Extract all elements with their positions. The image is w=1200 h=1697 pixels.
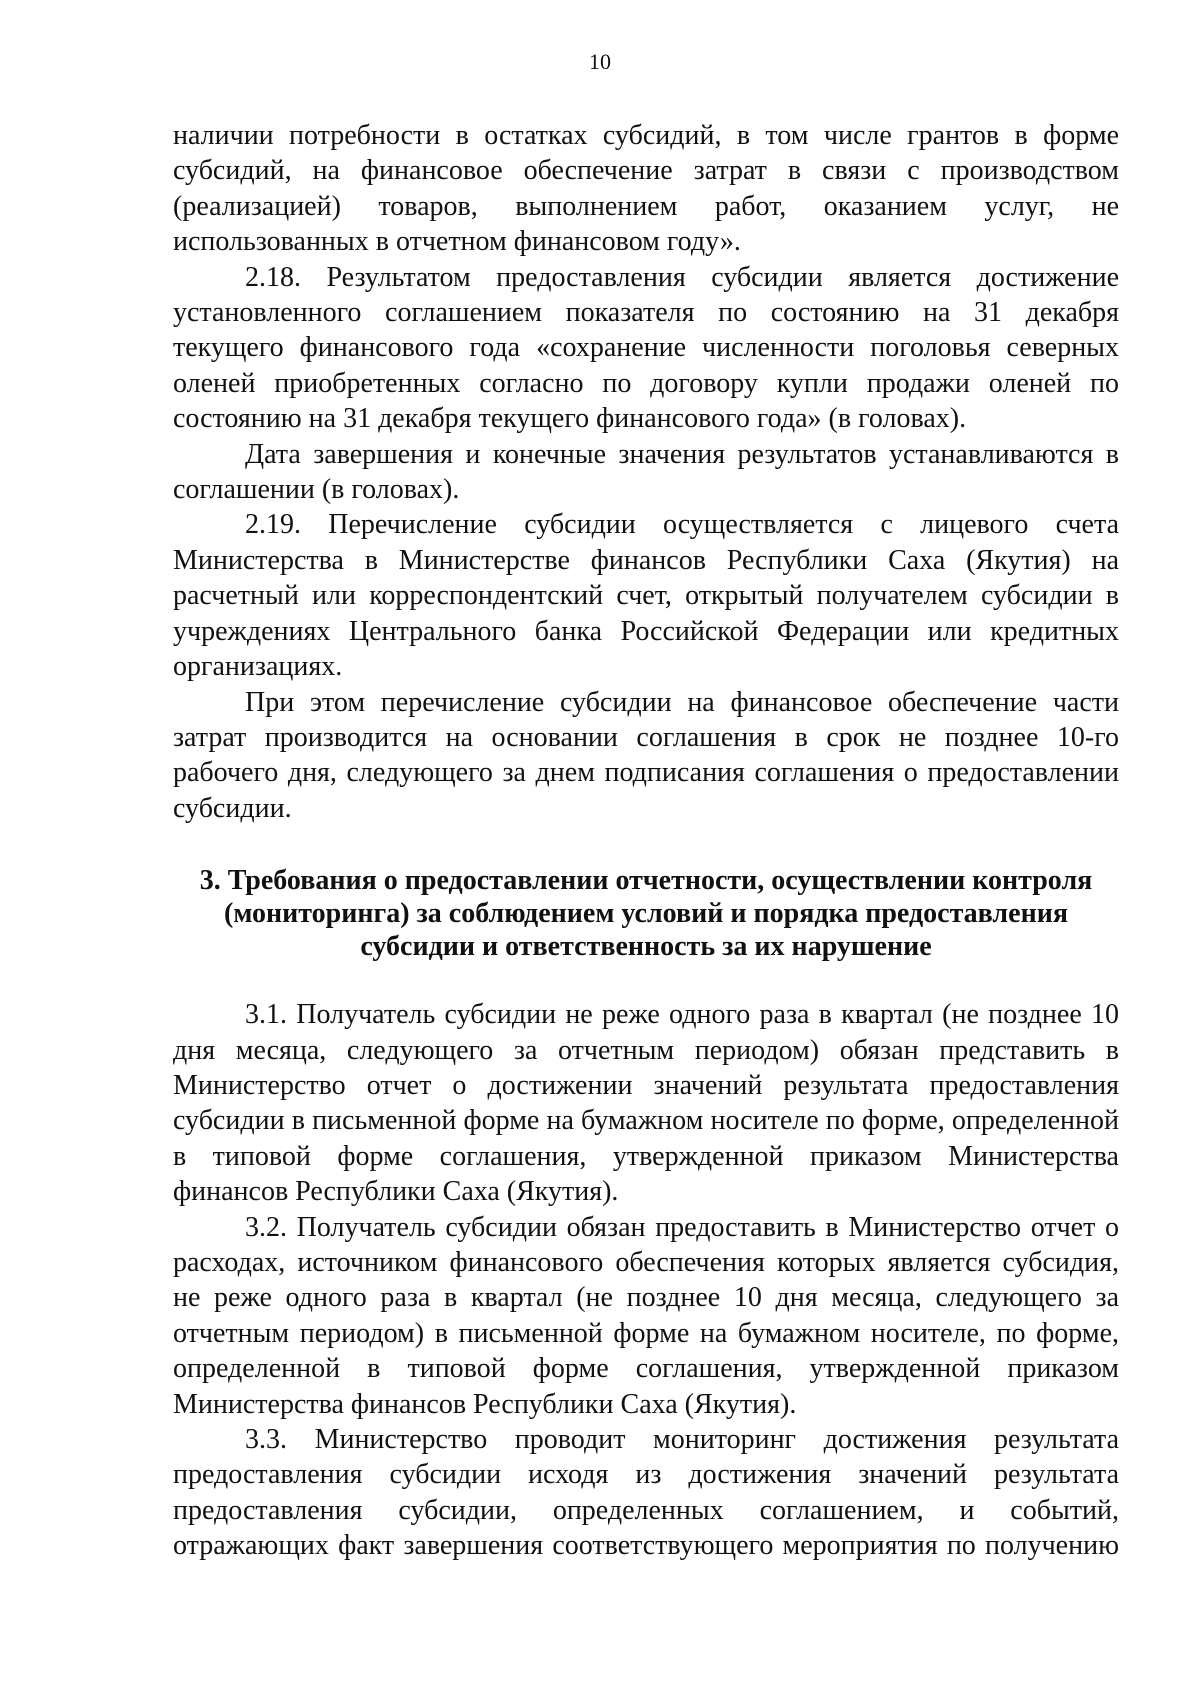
paragraph-3-3: 3.3. Министерство проводит мониторинг достижения результата предоставления субсидии исходя из достижения значений результата предоставления субсидии, определенных соглашением, и событий, отражающих факт завершения соответствующего мероприятия по получению — [173, 1424, 1119, 1562]
document-body — [173, 118, 1119, 1564]
paragraph-3-2: 3.2. Получатель субсидии обязан предоставить в Министерство отчет о расходах, источником финансового обеспечения которых является субсидия, не реже одного раза в квартал (не позднее 10 дня месяца, следующего за отчетным периодом) в письменной форме на бумажном носителе, по форме, определенной в типовой форме соглашения, утвержденной приказом Министерства финансов Республики Саха (Якутия). — [173, 1211, 1119, 1420]
page-number: 10 — [589, 49, 611, 74]
paragraphs-before-heading — [173, 118, 1119, 826]
section-heading-line: 3. Требования о предоставлении отчетности, осуществлении контроля — [199, 865, 1093, 897]
section-heading-line: субсидии и ответственность за их нарушение — [360, 931, 932, 963]
section-heading-line: (мониторинга) за соблюдением условий и порядка предоставления — [224, 898, 1068, 930]
paragraph-3-1: 3.1. Получатель субсидии не реже одного раза в квартал (не позднее 10 дня месяца, следующего за отчетным периодом) обязан представить в Министерство отчет о достижении значений результата предоставления субсидии в письменной форме на бумажном носителе по форме, определенной в типовой форме соглашения, утвержденной приказом Министерства финансов Республики Саха (Якутия). — [173, 999, 1119, 1208]
section-heading — [173, 864, 1119, 963]
paragraph-continuation: наличии потребности в остатках субсидий, в том числе грантов в форме субсидий, на финансовое обеспечение затрат в связи с производством (реализацией) товаров, выполнением работ, оказанием услуг, не использованных в отчетном финансовом году». — [173, 120, 1119, 258]
paragraphs-after-heading — [173, 997, 1119, 1564]
paragraph-completion-date: Дата завершения и конечные значения результатов устанавливаются в соглашении (в головах). — [173, 438, 1119, 506]
paragraph-2-18: 2.18. Результатом предоставления субсидии является достижение установленного соглашением показателя по состоянию на 31 декабря текущего финансового года «сохранение численности поголовья северных оленей приобретенных согласно по договору купли продажи оленей по состоянию на 31 декабря текущего финансового года» (в головах). — [173, 261, 1119, 435]
paragraph-2-19: 2.19. Перечисление субсидии осуществляется с лицевого счета Министерства в Министерстве финансов Республики Саха (Якутия) на расчетный или корреспондентский счет, открытый получателем субсидии в учреждениях Центрального банка Российской Федерации или кредитных организациях. — [173, 509, 1119, 683]
paragraph-transfer-terms: При этом перечисление субсидии на финансовое обеспечение части затрат производится на основании соглашения в срок не позднее 10-го рабочего дня, следующего за днем подписания соглашения о предоставлении субсидии. — [173, 686, 1119, 824]
